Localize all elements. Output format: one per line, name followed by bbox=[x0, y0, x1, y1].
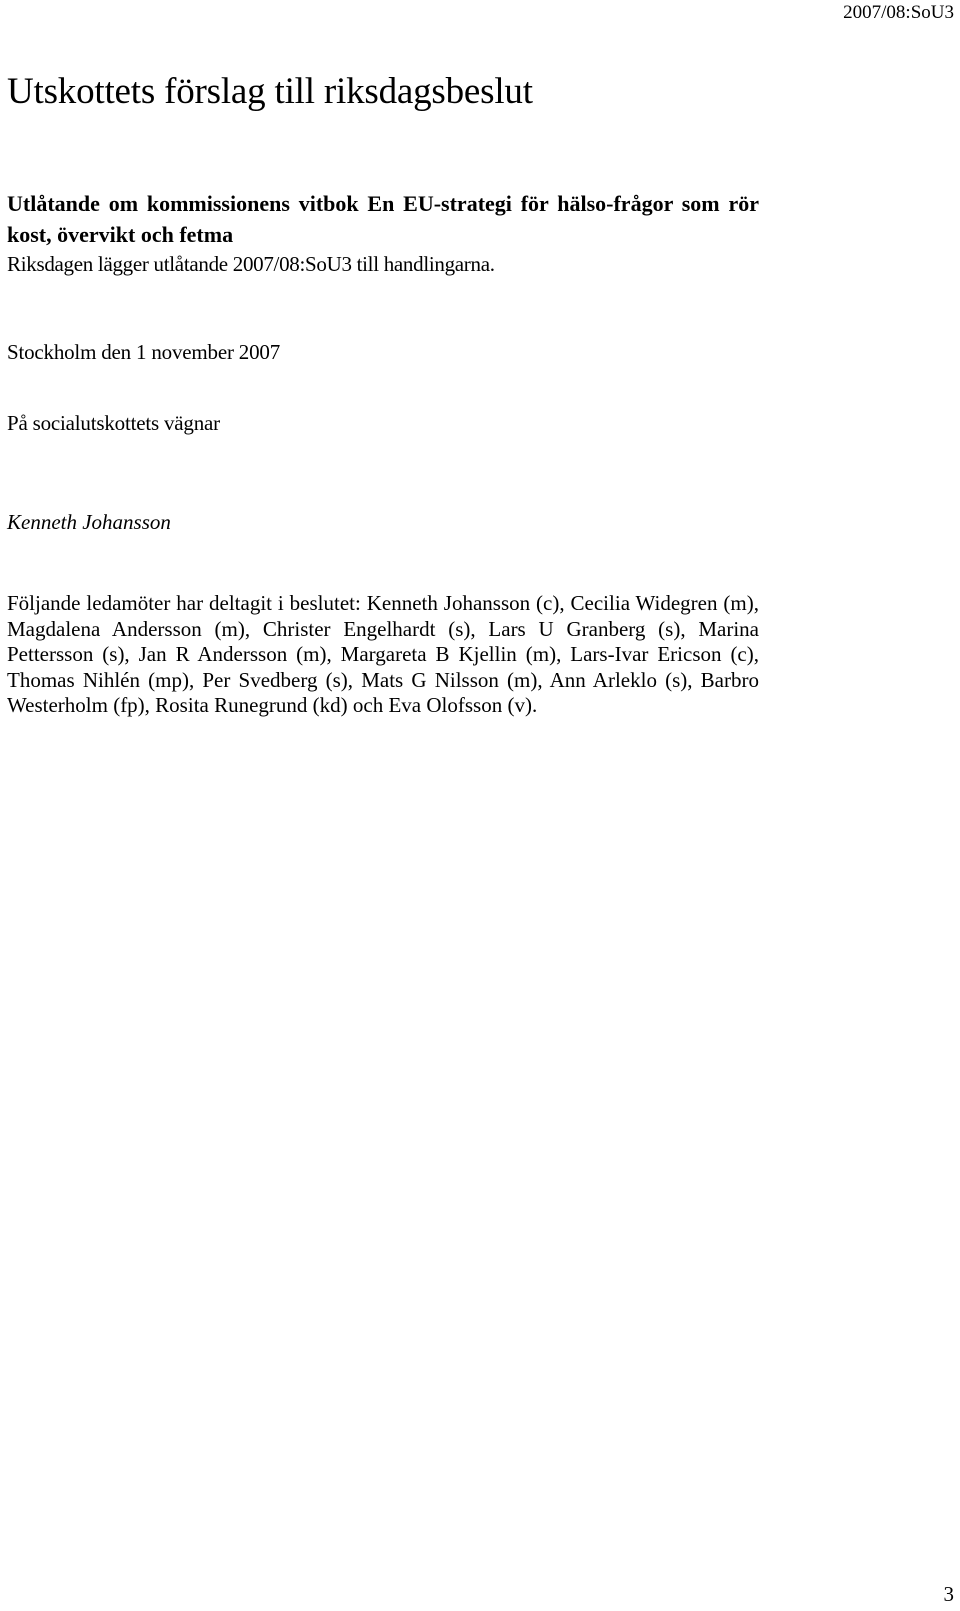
signatory-name: Kenneth Johansson bbox=[7, 510, 171, 534]
participating-members: Följande ledamöter har deltagit i beslutet: Kenneth Johansson (c), Cecilia Widegren (m), Magdalena Andersson (m), Christer Engelhardt (s), Lars U Granberg (s), Marina Pettersson (s), Jan R Andersson (m), Margareta B Kjellin (m), Lars-Ivar Ericson (c), Thomas Nihlén (mp), Per Svedberg (s), Mats G Nilsson (m), Ann Arleklo (s), Barbro Westerholm (fp), Rosita Runegrund (kd) och Eva Olofsson (v). bbox=[7, 591, 759, 718]
place-date: Stockholm den 1 november 2007 bbox=[7, 340, 280, 364]
document-reference: 2007/08:SoU3 bbox=[843, 2, 954, 23]
subject-heading: Utlåtande om kommissionens vitbok En EU-strategi för hälso-frågor som rör kost, övervikt och fetma bbox=[7, 191, 759, 247]
page-number: 3 bbox=[943, 1582, 954, 1606]
decision-text: Riksdagen lägger utlåtande 2007/08:SoU3 till handlingarna. bbox=[7, 252, 495, 276]
on-behalf-line: På socialutskottets vägnar bbox=[7, 411, 220, 435]
subject-section bbox=[7, 188, 759, 278]
page-title: Utskottets förslag till riksdagsbeslut bbox=[7, 71, 533, 112]
